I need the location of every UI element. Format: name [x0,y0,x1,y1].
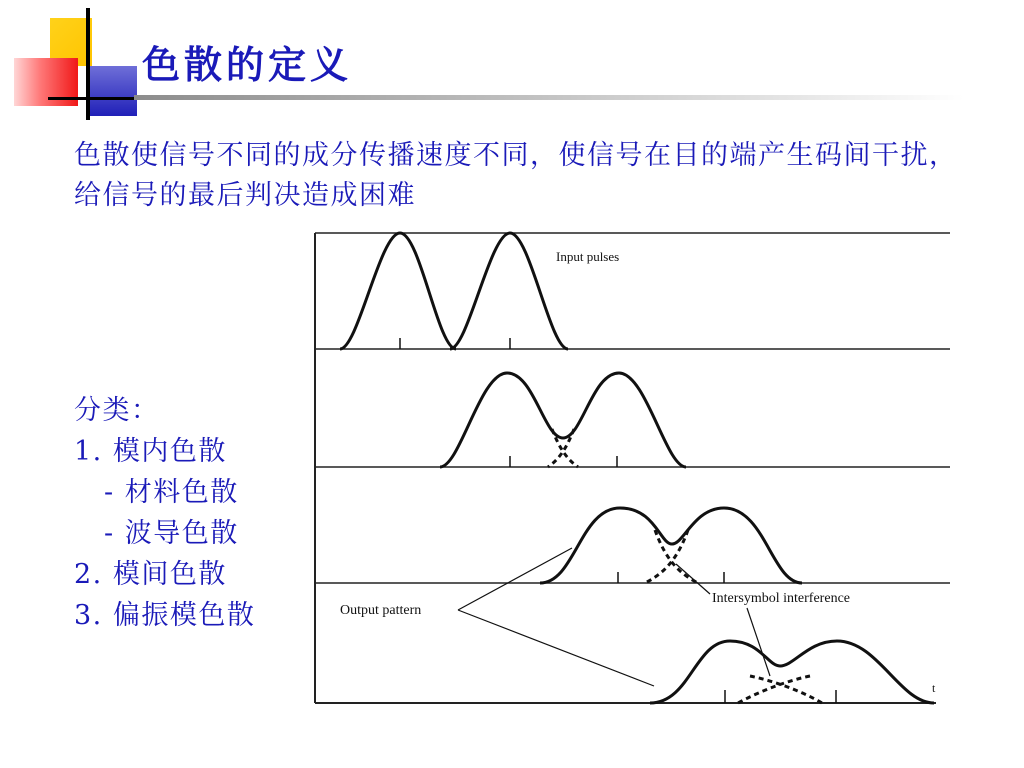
pulse-broadened-2 [563,373,686,467]
slide-title: 色散的定义 [142,43,353,87]
intro-paragraph: 色散使信号不同的成分传播速度不同，使信号在目的端产生码间干扰，给信号的最后判决造成困难 [74,140,958,211]
pulse-broadened-3 [540,508,672,583]
output-pointer-line [458,610,654,686]
classification-item: 2. 模间色散 [74,559,227,590]
output-pattern-label: Output pattern [340,603,422,618]
input-pulse-1 [340,233,456,349]
pulse-broadened-1 [440,373,563,467]
classification-item: - 波导色散 [104,518,239,549]
title-underline [134,95,964,100]
isi-label: Intersymbol interference [712,591,850,606]
decor-horizontal-line [48,97,134,100]
decor-blue-square [89,66,137,116]
dispersion-figure [310,228,955,710]
input-pulses-label: Input pulses [556,249,620,264]
classification-item: - 材料色散 [104,477,239,508]
input-pulse-2 [450,233,568,349]
pulse-broadened-4 [672,508,802,583]
pulse-broadened-5 [650,641,780,703]
classification-list [74,390,255,636]
isi-tail [750,676,822,703]
isi-pointer-line [676,564,710,594]
decor-vertical-line [86,8,90,120]
time-axis-label: t [932,681,936,695]
classification-heading: 分类： [74,395,160,426]
isi-pointer-line [747,608,770,676]
classification-item: 1. 模内色散 [74,436,227,467]
isi-tail [738,676,810,703]
classification-item: 3. 偏振模色散 [74,600,256,631]
